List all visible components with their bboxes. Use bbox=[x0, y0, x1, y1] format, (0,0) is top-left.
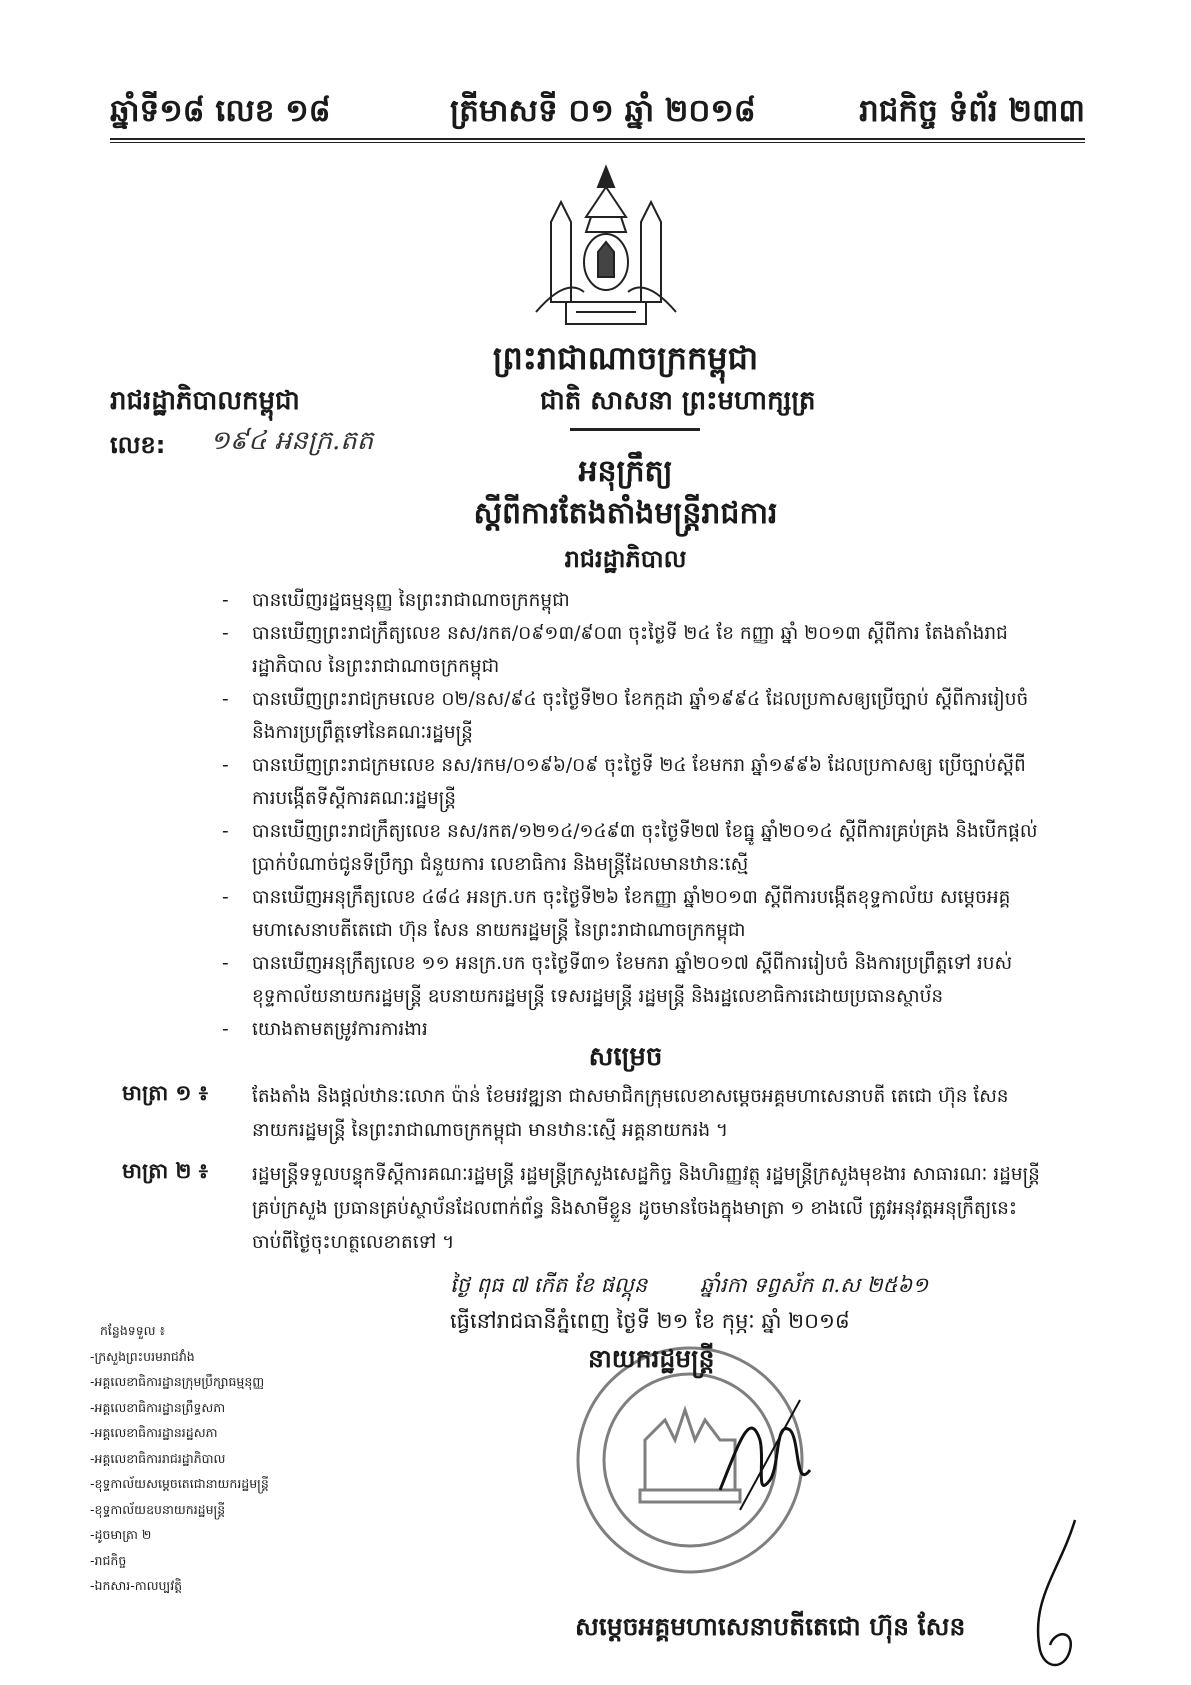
gazette-quarter: ត្រីមាសទី ០១ ឆ្នាំ ២០១៨ bbox=[450, 93, 756, 129]
document-subject: ស្តីពីការតែងតាំងមន្ត្រីរាជការ bbox=[473, 496, 778, 531]
gazette-year-issue: ឆ្នាំទី១៨ លេខ ១៨ bbox=[110, 93, 331, 129]
recipient-item: -អគ្គលេខាធិការដ្ឋានក្រុមប្រឹក្សាធម្មនុញ្ញ bbox=[90, 1374, 265, 1389]
preamble-item: - យោងតាមតម្រូវការការងារ bbox=[222, 1019, 428, 1040]
reference-label: លេខ: bbox=[110, 431, 166, 459]
recipients-heading: កន្លែងទទួល ៖ bbox=[100, 1323, 166, 1338]
preamble-item: - បានឃើញអនុក្រឹត្យលេខ ៤៨៤ អនក្រ.បក ចុះថ្ងៃទី២៦ ខែកញ្ញា ឆ្នាំ២០១៣ ស្តីពីការបង្កើតខុទ្ទកាល័យ សម្តេចអគ្គមហាសេនាបតីតេជោ ហ៊ុន សែន នាយករដ្ឋមន្ត្រី នៃព្រះរាជាណាចក្រកម្ពុជា bbox=[222, 887, 1011, 941]
article-1 bbox=[122, 1080, 1042, 1148]
recipient-item: -ឯកសារ-កាលប្បវត្តិ bbox=[90, 1578, 183, 1593]
article-label: មាត្រា ២ ៖ bbox=[122, 1159, 208, 1183]
recipient-item: -ក្រសួងព្រះបរមរាជវាំង bbox=[90, 1348, 195, 1364]
article-text: តែងតាំង និងផ្តល់ឋានៈលោក ប៉ាន់ ខែមរវឌ្ឍនា ជាសមាជិកក្រុមលេខាសម្តេចអគ្គមហាសេនាបតី តេជោ ហ៊ុន សែន នាយករដ្ឋមន្ត្រី នៃព្រះរាជាណាចក្រកម្ពុជា មានឋានៈស្មើ អគ្គនាយករង ។ bbox=[252, 1086, 1009, 1141]
gazette-header bbox=[110, 92, 1085, 138]
document-type: អនុក្រឹត្យ bbox=[578, 454, 673, 489]
preamble-item: - បានឃើញព្រះរាជក្រមលេខ ០២/នស/៩៤ ចុះថ្ងៃទី២០ ខែកក្កដា ឆ្នាំ១៩៩៤ ដែលប្រកាសឲ្យប្រើច្បាប់ ស្តីពីការរៀបចំ និងការប្រព្រឹត្តទៅនៃគណៈរដ្ឋមន្ត្រី bbox=[222, 689, 1029, 743]
recipient-item: -អគ្គលេខាធិការរាជរដ្ឋាភិបាល bbox=[90, 1450, 226, 1466]
reference-number: ១៩៤ អនក្រ.តត bbox=[210, 426, 374, 456]
preamble-item: - បានឃើញព្រះរាជក្រមលេខ នស/រកម/០១៩៦/០៩ ចុះថ្ងៃទី ២៤ ខែមករា ឆ្នាំ១៩៩៦ ដែលប្រកាសឲ្យ ប្រើច្បាប់ស្តីពីការបង្កើតទីស្តីការគណៈរដ្ឋមន្ត្រី bbox=[222, 755, 1026, 809]
recipient-item: -ខុទ្ទកាល័យសម្តេចតេជោនាយករដ្ឋមន្ត្រី bbox=[90, 1476, 269, 1491]
signatory-name: សម្តេចអគ្គមហាសេនាបតីតេជោ ហ៊ុន សែន bbox=[575, 1612, 966, 1641]
decides-heading: សម្រេច bbox=[588, 1042, 663, 1072]
article-text: រដ្ឋមន្ត្រីទទួលបន្ទុកទីស្តីការគណៈរដ្ឋមន្ត្រី រដ្ឋមន្ត្រីក្រសួងសេដ្ឋកិច្ច និងហិរញ្ញវត្ថុ រដ្ឋមន្ត្រីក្រសួងមុខងារ សាធារណៈ រដ្ឋមន្ត្រីគ្រប់ក្រសួង ប្រធានគ្រប់ស្ថាប័នដែលពាក់ព័ន្ធ និងសាមីខ្លួន ដូចមានចែងក្នុងមាត្រា ១ ខាងលើ ត្រូវអនុវត្តអនុក្រឹត្យនេះ ចាប់ពីថ្ងៃចុះហត្ថលេខាតទៅ ។ bbox=[252, 1164, 1040, 1253]
initial-mark-icon bbox=[1020, 1510, 1090, 1680]
issuing-authority: រាជរដ្ឋាភិបាល bbox=[564, 545, 687, 573]
royal-coat-of-arms-icon bbox=[526, 162, 686, 332]
recipients-list bbox=[90, 1318, 269, 1599]
preamble-item: - បានឃើញព្រះរាជក្រឹត្យលេខ នស/រកត/១២១៤/១៤៩៣ ចុះថ្ងៃទី២៧ ខែធ្នូ ឆ្នាំ២០១៤ ស្តីពីការគ្រប់គ្រង និងបើកផ្តល់ប្រាក់បំណាច់ជូនទីប្រឹក្សា ជំនួយការ លេខាធិការ និងមន្ត្រីដែលមានឋានៈស្មើ bbox=[222, 821, 1038, 875]
national-motto: ជាតិ សាសនា ព្រះមហាក្សត្រ bbox=[540, 386, 816, 416]
lunar-year: ឆ្នាំរកា ទព្វស័ក ព.ស ២៥៦១ bbox=[700, 1273, 929, 1297]
motto-divider bbox=[570, 428, 700, 431]
preamble-item: - បានឃើញព្រះរាជក្រឹត្យលេខ នស/រកត/០៩១៣/៩០៣ ចុះថ្ងៃទី ២៤ ខែ កញ្ញា ឆ្នាំ ២០១៣ ស្តីពីការ តែងតាំងរាជរដ្ឋាភិបាល នៃព្រះរាជាណាចក្រកម្ពុជា bbox=[222, 623, 1008, 677]
recipient-item: -រាជកិច្ច bbox=[90, 1552, 127, 1568]
kingdom-name: ព្រះរាជាណាចក្រកម្ពុជា bbox=[492, 339, 759, 377]
article-label: មាត្រា ១ ៖ bbox=[122, 1081, 208, 1105]
place-and-date: ធ្វើនៅរាជធានីភ្នំពេញ ថ្ងៃទី ២១ ខែ កុម្ភៈ ឆ្នាំ ២០១៨ bbox=[450, 1309, 850, 1333]
header-rule-top bbox=[110, 138, 1085, 140]
preamble-list bbox=[222, 584, 1042, 1046]
recipient-item: -ដូចមាត្រា ២ bbox=[90, 1527, 152, 1542]
recipient-item: -អគ្គលេខាធិការដ្ឋានព្រឹទ្ធសភា bbox=[90, 1399, 226, 1415]
recipient-item: -ខុទ្ទកាល័យឧបនាយករដ្ឋមន្ត្រី bbox=[90, 1501, 226, 1517]
preamble-item: - បានឃើញអនុក្រឹត្យលេខ ១១ អនក្រ.បក ចុះថ្ងៃទី៣១ ខែមករា ឆ្នាំ២០១៧ ស្តីពីការរៀបចំ និងការប្រព្រឹត្តទៅ របស់ខុទ្ទកាល័យនាយករដ្ឋមន្ត្រី ឧបនាយករដ្ឋមន្ត្រី ទេសរដ្ឋមន្ត្រី រដ្ឋមន្ត្រី និងរដ្ឋលេខាធិការដោយប្រធានស្ថាប័ន bbox=[222, 953, 1013, 1007]
article-2 bbox=[122, 1158, 1042, 1260]
header-rule-bottom bbox=[110, 142, 1085, 143]
government-name: រាជរដ្ឋាភិបាលកម្ពុជា bbox=[110, 386, 300, 416]
signature-icon bbox=[700, 1380, 820, 1530]
recipient-item: -អគ្គលេខាធិការដ្ឋានរដ្ឋសភា bbox=[90, 1425, 218, 1440]
preamble-item: - បានឃើញរដ្ឋធម្មនុញ្ញ នៃព្រះរាជាណាចក្រកម្ពុជា bbox=[222, 590, 570, 611]
signatory-title: នាយករដ្ឋមន្ត្រី bbox=[588, 1344, 715, 1373]
lunar-date: ថ្ងៃ ពុធ ៧ កើត ខែ ផល្គុន bbox=[450, 1273, 648, 1297]
gazette-page: រាជកិច្ច ទំព័រ ២៣៣ bbox=[859, 93, 1085, 129]
